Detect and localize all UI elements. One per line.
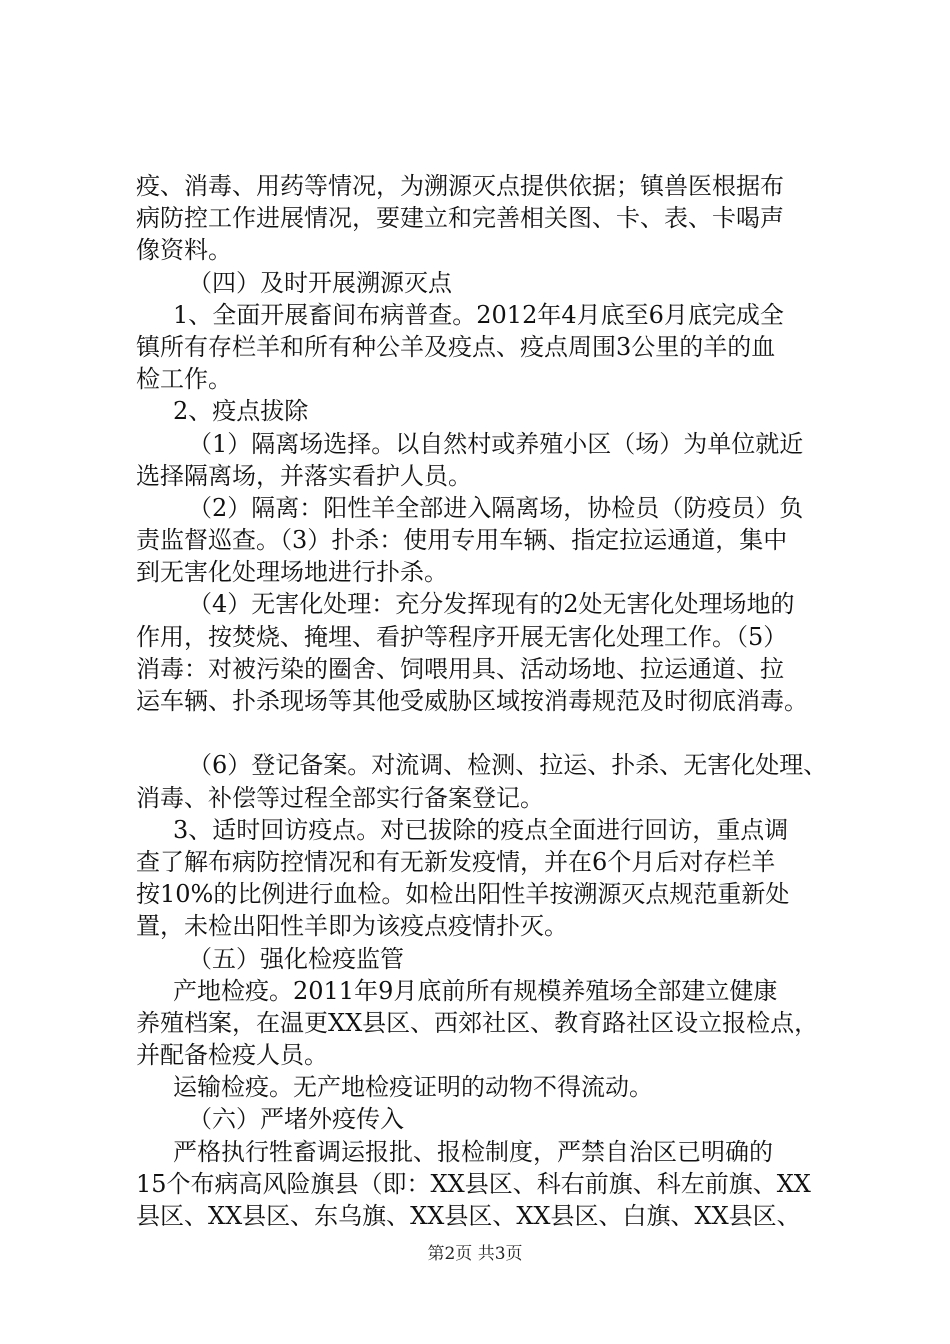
text-line: （六）严堵外疫传入 bbox=[188, 1105, 404, 1134]
text-line: （五）强化检疫监管 bbox=[188, 944, 404, 973]
text-line: 产地检疫。2011年9月底前所有规模养殖场全部建立健康 bbox=[173, 976, 778, 1005]
text-line: 到无害化处理场地进行扑杀。 bbox=[136, 558, 448, 587]
text-line: 疫、消毒、用药等情况，为溯源灭点提供依据；镇兽医根据布 bbox=[136, 172, 784, 200]
text-line: 镇所有存栏羊和所有种公羊及疫点、疫点周围3公里的羊的血 bbox=[136, 332, 776, 361]
document-body bbox=[136, 170, 836, 1232]
text-line: 病防控工作进展情况，要建立和完善相关图、卡、表、卡喝声 bbox=[136, 204, 784, 233]
text-line: 养殖档案，在温更XX县区、西郊社区、教育路社区设立报检点， bbox=[136, 1008, 819, 1037]
text-line: 严格执行牲畜调运报批、报检制度，严禁自治区已明确的 bbox=[173, 1137, 773, 1166]
text-line: 1、全面开展畜间布病普查。2012年4月底至6月底完成全 bbox=[173, 300, 784, 329]
text-line: 检工作。 bbox=[136, 365, 232, 394]
text-line: 责监督巡查。（3）扑杀：使用专用车辆、指定拉运通道，集中 bbox=[136, 526, 788, 555]
text-line: 按10%的比例进行血检。如检出阳性羊按溯源灭点规范重新处 bbox=[136, 880, 790, 909]
text-line: （四）及时开展溯源灭点 bbox=[188, 268, 452, 297]
text-line: 2、疫点拔除 bbox=[173, 397, 309, 426]
text-line: 消毒、补偿等过程全部实行备案登记。 bbox=[136, 783, 544, 812]
text-line: 选择隔离场，并落实看护人员。 bbox=[136, 461, 472, 490]
text-line: 15个布病高风险旗县（即：XX县区、科右前旗、科左前旗、XX bbox=[136, 1169, 811, 1198]
text-line: 运输检疫。无产地检疫证明的动物不得流动。 bbox=[173, 1073, 653, 1102]
text-line: 置，未检出阳性羊即为该疫点疫情扑灭。 bbox=[136, 912, 568, 941]
text-line: 并配备检疫人员。 bbox=[136, 1041, 328, 1070]
text-line: （4）无害化处理：充分发挥现有的2处无害化处理场地的 bbox=[188, 590, 795, 619]
text-line: 县区、XX县区、东乌旗、XX县区、XX县区、白旗、XX县区、 bbox=[136, 1202, 801, 1230]
text-line: （6）登记备案。对流调、检测、拉运、扑杀、无害化处理、 bbox=[188, 751, 828, 780]
text-line: 作用，按焚烧、掩埋、看护等程序开展无害化处理工作。（5） bbox=[136, 622, 788, 651]
text-line: 运车辆、扑杀现场等其他受威胁区域按消毒规范及时彻底消毒。 bbox=[136, 687, 808, 715]
text-line: 像资料。 bbox=[136, 236, 232, 265]
blank-line bbox=[136, 717, 836, 749]
text-line: （1）隔离场选择。以自然村或养殖小区（场）为单位就近 bbox=[188, 429, 804, 458]
text-line: （2）隔离：阳性羊全部进入隔离场，协检员（防疫员）负 bbox=[188, 493, 804, 522]
page-footer: 第2页 共3页 bbox=[427, 1244, 523, 1264]
text-line: 查了解布病防控情况和有无新发疫情，并在6个月后对存栏羊 bbox=[136, 847, 776, 876]
text-line: 3、适时回访疫点。对已拔除的疫点全面进行回访，重点调 bbox=[173, 815, 789, 844]
text-line: 消毒：对被污染的圈舍、饲喂用具、活动场地、拉运通道、拉 bbox=[136, 654, 784, 683]
